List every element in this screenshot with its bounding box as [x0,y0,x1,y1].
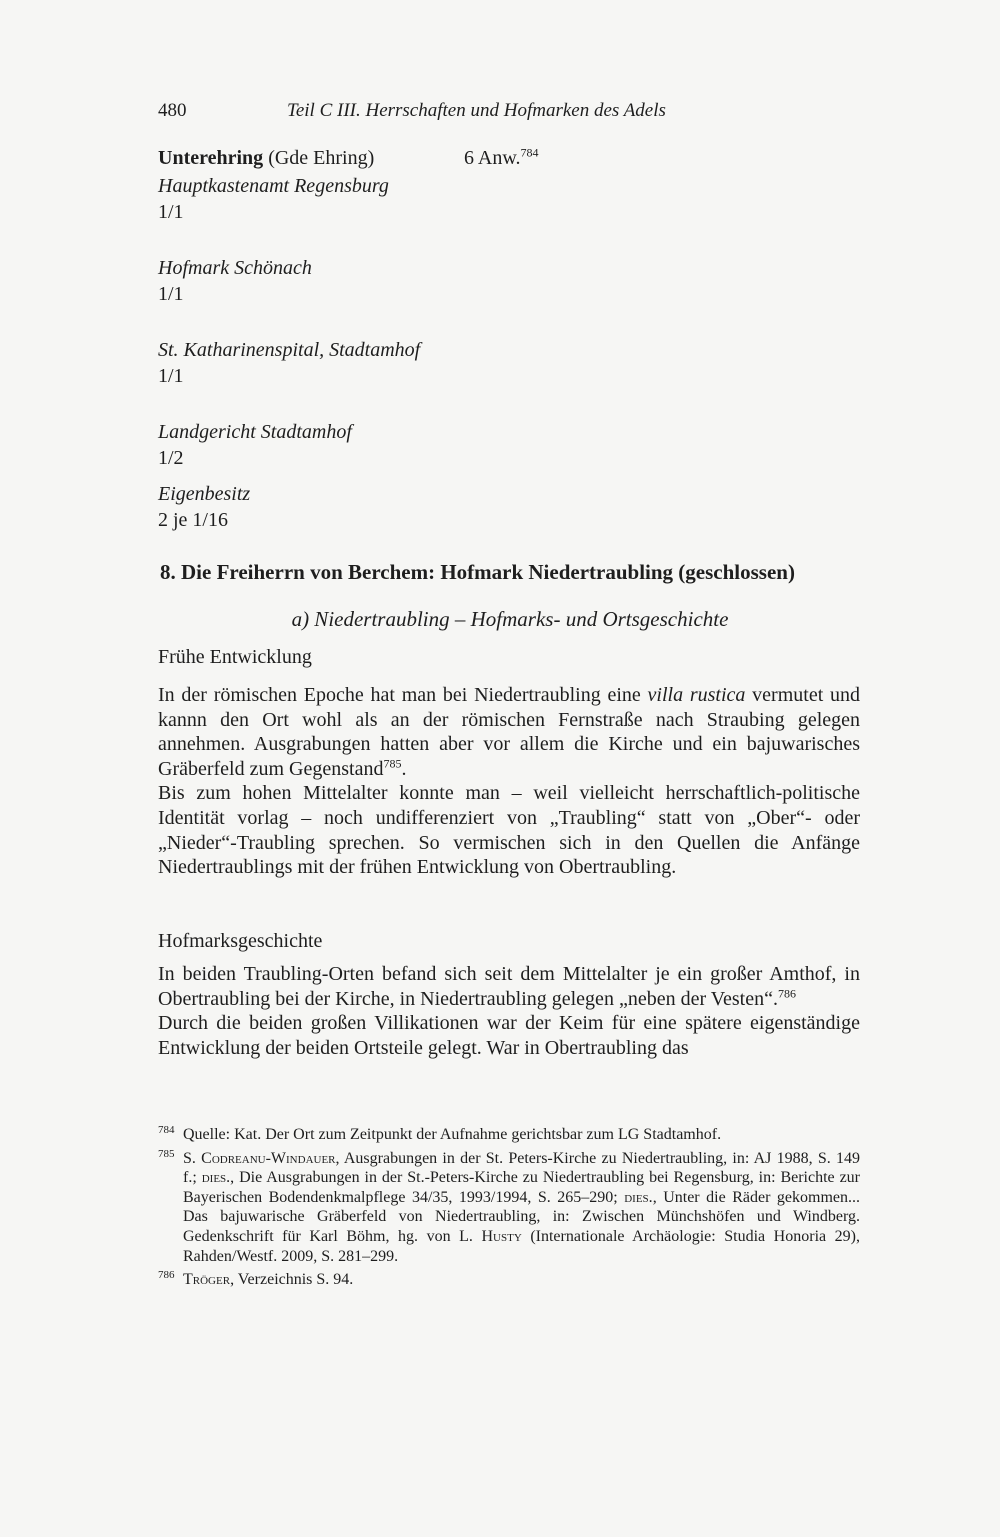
property-listing [158,145,658,563]
footnote: 785 S. Codreanu-Windauer, Ausgrabungen in der St. Peters-Kirche zu Niedertraubling, in: AJ 1988, S. 149 f.; dies., Die Ausgrabungen in der St.-Peters-Kirche zu Niedertraubling bei Regensburg, in: Berichte zur Bayerischen Bodendenkmalpflege 34/35, 1993/1994, S. 265–290; dies., Unter die Räder gekommen... Das bajuwarische Gräberfeld von Niedertraubling, in: Zwischen Münchshöfen und Windberg. Gedenkschrift für Karl Böhm, hg. von L. Husty (Internationale Archäologie: Studia Honoria 29), Rahden/Westf. 2009, S. 281–299. [158,1149,860,1267]
owner-name: Hauptkastenamt Regensburg [158,175,389,197]
footnote-number: 784 [158,1124,175,1136]
owner-entry [158,337,658,389]
municipality: (Gde Ehring) [268,147,375,169]
section-title: 8. Die Freiherrn von Berchem: Hofmark Niedertraubling (geschlossen) [160,560,795,584]
footnote-ref: 785 [383,756,402,771]
owner-name: Landgericht Stadtamhof [158,421,352,443]
page-number: 480 [158,100,187,121]
household-count: 6 Anw.$^{784}$ [464,145,539,169]
owner-share: 1/1 [158,365,184,387]
running-title: Teil C III. Herrschaften und Hofmarken des Adels [287,100,666,121]
footnotes [158,1125,860,1294]
footnote-ref: 784 [520,145,539,160]
owner-entry [158,419,658,471]
subsection-title: a) Niedertraubling – Hofmarks- und Ortsgeschichte [291,607,729,631]
owner-entry [158,481,658,533]
emphasis: villa rustica [647,684,746,706]
paragraph: Durch die beiden großen Villikationen war der Keim für eine spätere eigenständige Entwicklung der beiden Ortsteile gelegt. War in Obertraubling das [158,1012,860,1059]
owner-share: 1/1 [158,283,184,305]
owner-name: St. Katharinenspital, Stadtamhof [158,339,421,361]
early-heading: Frühe Entwicklung [158,646,312,668]
footnote-number: 786 [158,1269,175,1282]
owner-share: 1/1 [158,201,184,223]
place-name: Unterehring [158,147,264,169]
hofmark-text [158,962,860,1060]
paragraph: In der römischen Epoche hat man bei Niedertraubling eine villa rustica vermutet und kannn den Ort wohl als an der römischen Fernstraße nach Straubing gelegen annehmen. Ausgrabungen hatten aber vor allem die Kirche und ein bajuwarisches Gräberfeld zum Gegenstand$^{785}$. [158,684,861,780]
paragraph: In beiden Traubling-Orten befand sich seit dem Mittelalter je ein großer Amthof, in Obertraubling bei der Kirche, in Niedertraubling gelegen „neben der Vesten“.$^{786}$ [158,963,860,1010]
footnote: 784 Quelle: Kat. Der Ort zum Zeitpunkt der Aufnahme gerichtsbar zum LG Stadtamhof. [158,1125,860,1145]
owner-entry [158,255,658,307]
footnote-number: 785 [158,1147,175,1160]
place-line [158,145,658,173]
owner-entry [158,173,658,225]
owner-name: Eigenbesitz [158,483,251,505]
early-text [158,683,860,880]
footnote-ref: 786 [777,985,796,1000]
footnote: 786 Tröger, Verzeichnis S. 94. [158,1270,860,1290]
owner-name: Hofmark Schönach [158,257,312,279]
paragraph: Bis zum hohen Mittelalter konnte man – weil vielleicht herrschaftlich-politische Identität vorlag – noch undifferenziert von „Traubling“ statt von „Ober“- oder „Nieder“-Traubling sprechen. So vermischen sich in den Quellen die Anfänge Niedertraublings mit der frühen Entwicklung von Obertraubling. [158,782,860,879]
owner-share: 2 je 1/16 [158,509,228,531]
owner-share: 1/2 [158,447,184,469]
hofmark-heading: Hofmarksgeschichte [158,930,323,952]
